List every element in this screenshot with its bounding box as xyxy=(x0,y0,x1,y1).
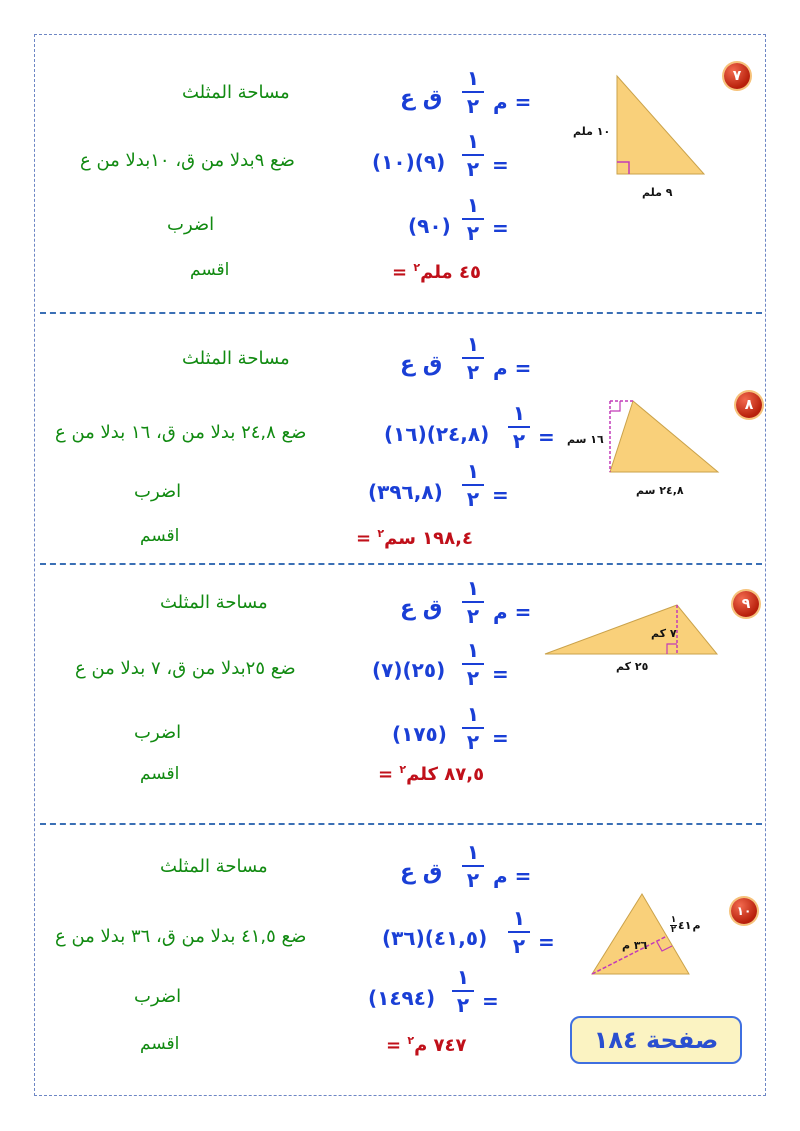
result: = ٧٤٧ م$^٢$ xyxy=(386,1034,467,1056)
half-fraction: ١ ٢ xyxy=(462,334,484,382)
result: = ٤٥ ملم$^٢$ xyxy=(392,261,481,283)
separator xyxy=(40,312,762,314)
multiply-step: (٩٠) xyxy=(408,214,451,238)
substitution-note: ضع ٩بدلا من ق، ١٠بدلا من ع xyxy=(80,150,295,171)
height-label: ٣٦ م xyxy=(622,939,648,952)
separator xyxy=(40,823,762,825)
equals: = xyxy=(492,483,509,507)
multiply-step: (١٤٩٤) xyxy=(368,986,436,1010)
base-label: ٢٤,٨ سم xyxy=(636,484,684,497)
base-label: ١ ٢ ٤١ م xyxy=(670,915,701,935)
problem-number-badge: ١٠ xyxy=(731,898,757,924)
triangle-figure xyxy=(585,890,695,985)
formula-lhs: م = xyxy=(493,864,532,888)
multiply-label: اضرب xyxy=(134,481,182,502)
page-number-box xyxy=(570,1016,742,1064)
divide-label: اقسم xyxy=(140,526,180,546)
page-number-label: صفحة ١٨٤ xyxy=(593,1026,719,1054)
multiply-label: اضرب xyxy=(167,214,215,235)
problem-number-badge: ٨ xyxy=(736,392,762,418)
base-label: ٢٥ كم xyxy=(616,660,649,673)
multiply-step: (١٧٥) xyxy=(392,722,447,746)
divide-label: اقسم xyxy=(140,764,180,784)
substitution: (١٠)(٩) xyxy=(372,150,446,174)
separator xyxy=(40,563,762,565)
equals: = xyxy=(538,930,555,954)
substitution: (٣٦)(٤١,٥) xyxy=(382,926,488,950)
triangle-figure xyxy=(600,70,720,185)
equals: = xyxy=(492,726,509,750)
result: = ٨٧,٥ كلم$^٢$ xyxy=(378,763,485,785)
multiply-step: (٣٩٦,٨) xyxy=(368,480,443,504)
area-title: مساحة المثلث xyxy=(160,856,268,877)
half-fraction: ١ ٢ xyxy=(508,403,530,451)
formula-rhs: ق ع xyxy=(400,86,443,111)
height-label: ١٦ سم xyxy=(567,433,604,446)
height-label: ٧ كم xyxy=(651,627,677,640)
formula-lhs: م = xyxy=(493,600,532,624)
triangle-figure xyxy=(600,395,730,480)
problem-number-badge: ٩ xyxy=(733,591,759,617)
half-fraction: ١ ٢ xyxy=(462,68,484,116)
divide-label: اقسم xyxy=(190,260,230,280)
height-label: ١٠ ملم xyxy=(573,125,611,138)
multiply-label: اضرب xyxy=(134,986,182,1007)
half-fraction: ١ ٢ xyxy=(462,131,484,179)
formula-rhs: ق ع xyxy=(400,352,443,377)
equals: = xyxy=(538,425,555,449)
half-fraction: ١ ٢ xyxy=(462,704,484,752)
formula-rhs: ق ع xyxy=(400,596,443,621)
result: = ١٩٨,٤ سم$^٢$ xyxy=(356,527,473,549)
half-fraction: ١ ٢ xyxy=(452,967,474,1015)
formula-lhs: م = xyxy=(493,90,532,114)
formula-rhs: ق ع xyxy=(400,860,443,885)
half-fraction: ١ ٢ xyxy=(462,461,484,509)
area-title: مساحة المثلث xyxy=(160,592,268,613)
half-fraction: ١ ٢ xyxy=(462,640,484,688)
half-fraction: ١ ٢ xyxy=(508,908,530,956)
substitution-note: ضع ٤١,٥ بدلا من ق، ٣٦ بدلا من ع xyxy=(55,926,307,947)
substitution: (٧)(٢٥) xyxy=(372,658,446,682)
substitution: (١٦)(٢٤,٨) xyxy=(384,422,490,446)
substitution-note: ضع ٢٥بدلا من ق، ٧ بدلا من ع xyxy=(75,658,296,679)
area-title: مساحة المثلث xyxy=(182,82,290,103)
equals: = xyxy=(492,216,509,240)
area-title: مساحة المثلث xyxy=(182,348,290,369)
triangle-figure xyxy=(540,600,725,660)
equals: = xyxy=(492,153,509,177)
substitution-note: ضع ٢٤,٨ بدلا من ق، ١٦ بدلا من ع xyxy=(55,422,307,443)
problem-number-badge: ٧ xyxy=(724,63,750,89)
formula-lhs: م = xyxy=(493,356,532,380)
divide-label: اقسم xyxy=(140,1034,180,1054)
half-fraction: ١ ٢ xyxy=(462,578,484,626)
equals: = xyxy=(492,662,509,686)
half-fraction: ١ ٢ xyxy=(462,842,484,890)
half-fraction: ١ ٢ xyxy=(462,195,484,243)
equals: = xyxy=(482,989,499,1013)
multiply-label: اضرب xyxy=(134,722,182,743)
base-label: ٩ ملم xyxy=(642,186,673,199)
